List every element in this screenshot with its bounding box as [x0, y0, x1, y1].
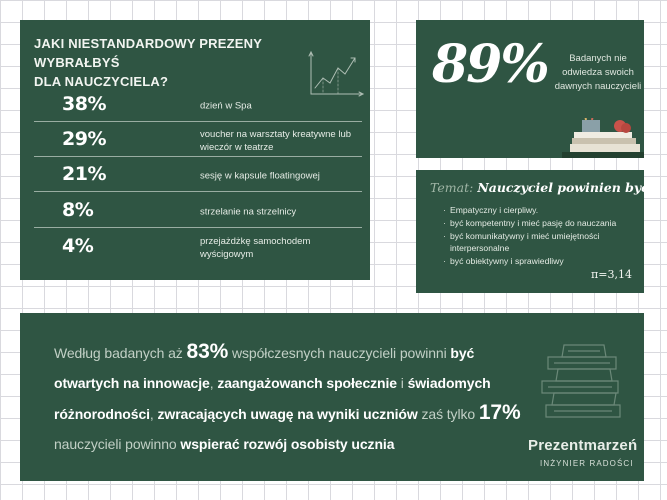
- survey-percent: 21%: [62, 163, 106, 185]
- survey-percent: 38%: [62, 93, 106, 115]
- summary-text-part: nauczycieli powinno: [54, 436, 181, 452]
- summary-highlight: zwracających uwagę na wyniki uczniów: [157, 406, 418, 422]
- survey-row: [34, 232, 362, 264]
- summary-panel: [20, 313, 644, 481]
- summary-text-part: i: [396, 375, 408, 391]
- survey-percent: 29%: [62, 128, 106, 150]
- stat-caption: Badanych nie odwiedza swoich dawnych nauczycieli: [554, 53, 642, 92]
- summary-highlight: świadomych różnorodności: [54, 375, 491, 422]
- survey-option-label: sesję w kapsule floatingowej: [200, 170, 320, 182]
- summary-highlight: być otwartych na innowacje: [54, 345, 475, 391]
- books-and-pencil-cup-icon: [562, 118, 644, 158]
- row-divider: [34, 156, 362, 157]
- row-divider: [34, 227, 362, 228]
- brand-logo: Prezentmarzeń: [528, 437, 638, 454]
- summary-text-part: ,: [209, 375, 218, 391]
- survey-row: [34, 196, 362, 228]
- brand-tagline: INŻYNIER RADOŚCI: [540, 459, 634, 468]
- survey-title: [34, 34, 334, 91]
- summary-highlight: wspierać rozwój osobisty ucznia: [180, 436, 395, 452]
- trait-item: · być obiektywny i sprawiedliwy: [450, 255, 640, 267]
- trait-item: · być komunikatywny i mieć umiejętności interpersonalne: [450, 230, 640, 254]
- stat-number: 89%: [432, 34, 548, 95]
- survey-percent: 8%: [62, 199, 94, 221]
- survey-title-line1: JAKI NIESTANDARDOWY PREZENY WYBRAŁBYŚ: [34, 36, 262, 70]
- summary-text: [54, 337, 524, 459]
- pi-note: π=3,14: [591, 268, 632, 281]
- survey-row: [34, 90, 362, 122]
- survey-percent: 4%: [62, 235, 94, 257]
- trait-item: · być kompetentny i mieć pasję do nauczania: [450, 217, 640, 229]
- survey-row: [34, 125, 362, 157]
- survey-option-label: przejażdżkę samochodem wyścigowym: [200, 236, 311, 260]
- summary-text-part: zaś tylko: [417, 406, 479, 422]
- summary-text-part: współczesnych nauczycieli powinni: [228, 345, 451, 361]
- row-divider: [34, 121, 362, 122]
- survey-panel: [20, 20, 370, 280]
- book-stack-icon: [532, 329, 632, 429]
- trait-item: · Empatyczny i cierpliwy.: [450, 204, 640, 216]
- survey-option-label: voucher na warsztaty kreatywne lub wieczór w teatrze: [200, 129, 352, 153]
- summary-highlight: zaangażowanch społecznie: [217, 375, 397, 391]
- temat-label: Temat:: [430, 180, 474, 195]
- survey-title-line2: DLA NAUCZYCIELA?: [34, 74, 169, 89]
- summary-percent-83: 83%: [186, 340, 229, 363]
- teacher-heading-text: Nauczyciel powinien być:: [477, 180, 654, 195]
- survey-option-label: strzelanie na strzelnicy: [200, 206, 297, 218]
- survey-row: [34, 160, 362, 192]
- row-divider: [34, 191, 362, 192]
- summary-text-part: ,: [149, 406, 158, 422]
- stat-panel: [416, 20, 644, 158]
- teacher-panel: [416, 170, 654, 293]
- survey-option-label: dzień w Spa: [200, 100, 252, 112]
- summary-text-part: Według badanych aż: [54, 345, 187, 361]
- traits-list: [450, 204, 640, 268]
- teacher-heading: [430, 180, 653, 195]
- summary-percent-17: 17%: [478, 401, 521, 424]
